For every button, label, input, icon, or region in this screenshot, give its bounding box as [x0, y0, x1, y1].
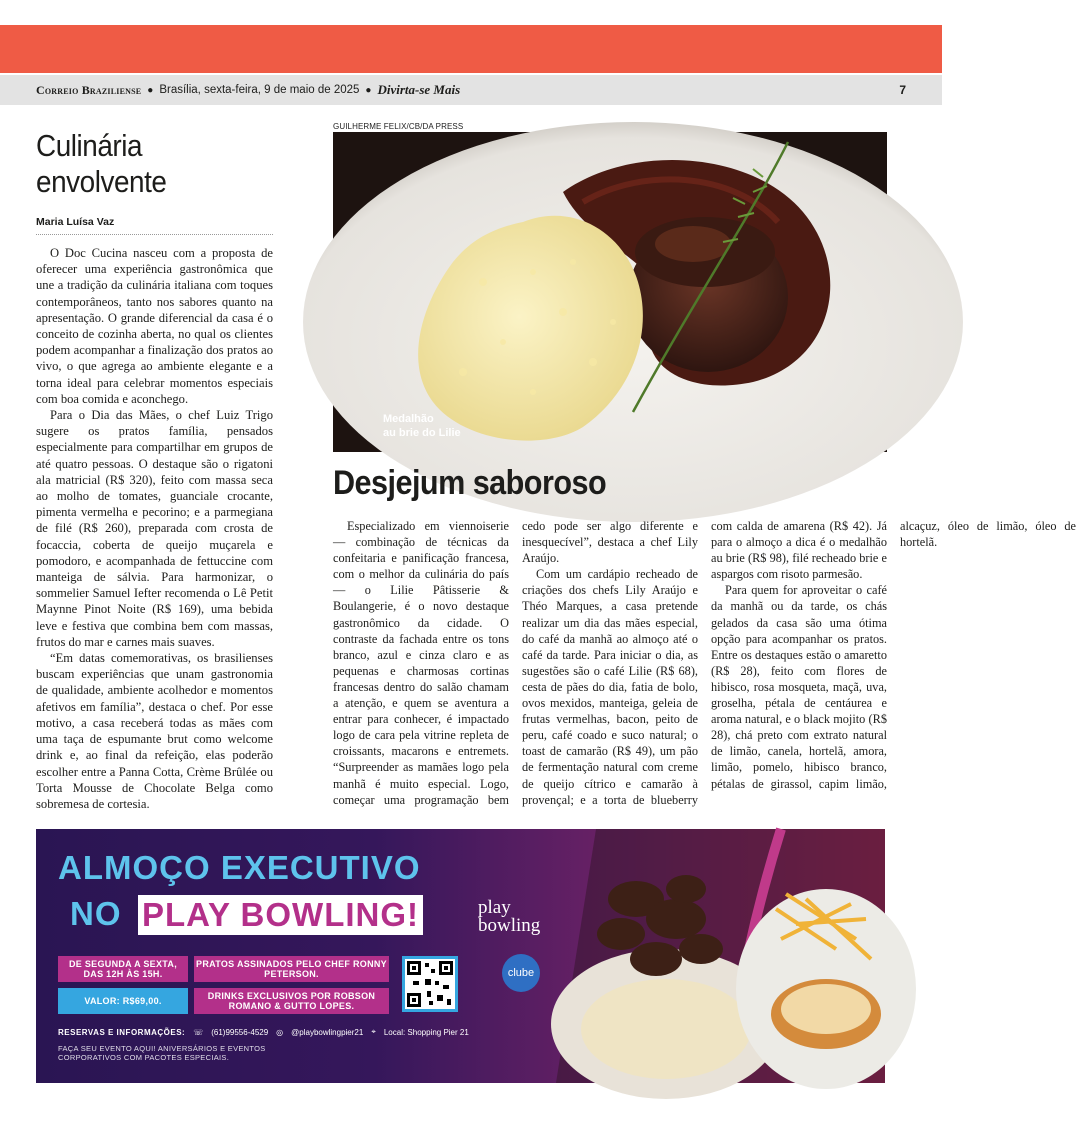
logo-text: play — [478, 897, 511, 918]
instagram-icon: ◎ — [276, 1027, 284, 1037]
photo-caption-line: Medalhão — [383, 413, 434, 425]
ad-info-pill: DE SEGUNDA A SEXTA, DAS 12H ÀS 15H. — [58, 956, 188, 982]
qr-code[interactable] — [402, 956, 458, 1012]
ad-title-highlight: PLAY BOWLING! — [138, 895, 423, 935]
advertisement-play-bowling[interactable] — [36, 829, 885, 1083]
paragraph: “Em datas comemorativas, os brasilienses buscam experiências que unam gastronomia de qualidade, ambiente acolhedor e momentos afetivos em família”, destaca o chef. Por esse motivo, a casa receberá todas as mães com uma taça de espumante brut como welcome drink e, ao final da refeição, elas poderão escolher entre a Panna Cotta, Crème Brûlée ou Torta Mousse de Chocolate Belga como sobremesa de cortesia. — [36, 651, 273, 811]
ad-title: NO — [70, 895, 122, 932]
ad-title: ALMOÇO EXECUTIVO — [58, 849, 421, 886]
play-bowling-logo — [478, 899, 540, 935]
paragraph: Especializado em viennoiserie — combinação de técnicas da confeitaria e panificação francesa, com o melhor da culinária do país — o Lilie Pâtisserie & Boulangerie, é o novo destaque gastronômico da cidade. O contraste da fachada entre os tons branco, azul e cinza claro e as pequenas e charmosas cortinas francesas dentro do salão chamam a atenção, e quem se aventura a entrar para conhecer, é impactado logo de cara pela vitrine repleta de croissants, macarons e entremets. “Surpreender as mamães logo pela manhã é muito especial. Logo, começar uma programação bem cedo pode ser algo diferente e inesquecível”, destaca a chef Lily Araújo. — [333, 519, 698, 807]
phone-number[interactable]: (61)99556-4529 — [211, 1027, 269, 1037]
ad-footer-text: FAÇA SEU EVENTO AQUI! ANIVERSÁRIOS E EVENTOS CORPORATIVOS COM PACOTES ESPECIAIS. — [58, 1044, 266, 1062]
paragraph: Para o Dia das Mães, o chef Luiz Trigo sugere os pratos família, pensados especialmente para compartilhar em grupos de até quatro pessoas. O destaque são o rigatoni ala matricial (R$ 320), feito com massa seca ao molho de tomates, guanciale crocante, pimenta vermelha e pecorino; e a parmegiana de filé (R$ 260), preparada com crosta de focaccia, coberta de queijo muçarela e pomodoro, e acompanhada de fettuccine com manteiga de sálvia. Para harmonizar, o sommelier Samuel Iefter recomenda o Lê Petit Maynne Pinot Noite (R$ 169), uma bebida leve e festiva que combina bem com massas, frutos do mar e carnes mais suaves. — [36, 408, 273, 649]
article-desjejum — [333, 518, 1076, 810]
ad-info-pill: PRATOS ASSINADOS PELO CHEF RONNY PETERSON. — [194, 956, 389, 982]
top-color-bar — [0, 25, 942, 73]
instagram-handle[interactable]: @playbowlingpier21 — [291, 1027, 364, 1037]
article-headline: Desjejum saboroso — [333, 464, 607, 502]
headline-line: Culinária — [36, 128, 143, 163]
page-number: 7 — [899, 83, 906, 97]
photo-credit: GUILHERME FELIX/CB/DA PRESS — [333, 122, 464, 131]
article-headline — [36, 128, 249, 200]
paragraph: Para quem for aproveitar o café da manhã ou da tarde, os chás gelados da casa são uma ótima opção para acompanhar os pratos. Entre os destaques estão o amaretto (R$ 28), feito com flores de hibisco, rosa mosqueta, maçã, uva, groselha, pétala de centáurea e aroma natural, e o black mojito (R$ 28), chá preto com extrato natural de limão, canela, hortelã, amora, limão, pomelo, hibisco branco, pétalas de girassol, capim limão, alcaçuz, óleo de limão, óleo de hortelã. — [711, 519, 1076, 791]
paragraph: O Doc Cucina nasceu com a proposta de oferecer uma experiência gastronômica que une a tradição da culinária italiana com toques contemporâneos, tanto nos sabores quanto na apresentação. O grande diferencial da casa é o conceito de cozinha aberta, no qual os clientes podem acompanhar a finalização dos pratos ao vivo, o que agrega ao ambiente elegante e a torna ideal para celebrar momentos especiais com boa comida e aconchego. — [36, 246, 273, 406]
byline: Maria Luísa Vaz — [36, 216, 273, 235]
location-text: Local: Shopping Pier 21 — [383, 1027, 469, 1037]
ad-contacts — [58, 1027, 469, 1037]
paragraph: Com um cardápio recheado de criações dos chefs Lily Araújo e Théo Marques, a casa pretende realizar um dia das mães especial, do café da manhã ao almoço até o café da tarde. Para iniciar o dia, as sugestões são o café Lilie (R$ 68), cesta de pães do dia, fatia de bolo, ovos mexidos, manteiga, geleia de frutas vermelhas, bacon, peito de peru, café coado e suco natural; o toast de camarão (R$ 49), um pão de fermentação natural com creme de queijo cítrico e camarão à provençal; e a torta de blueberry com calda de amarena (R$ 42). Já para o almoço a dica é o medalhão au brie (R$ 98), filé recheado brie e aspargos com risoto parmesão. — [522, 519, 887, 807]
logo-text: bowling — [478, 915, 541, 936]
photo-caption-line: au brie do Lilie — [383, 427, 461, 439]
newspaper-name: Correio Braziliense — [36, 82, 142, 97]
ad-info-pill: DRINKS EXCLUSIVOS POR ROBSON ROMANO & GUTTO LOPES. — [194, 988, 389, 1014]
section-name: Divirta-se Mais — [377, 82, 461, 97]
article-body — [333, 518, 1076, 810]
phone-icon: ☏ — [193, 1027, 204, 1037]
reservas-label: RESERVAS E INFORMAÇÕES: — [58, 1027, 186, 1037]
qr-code-icon — [405, 959, 455, 1009]
headline-line: envolvente — [36, 164, 167, 199]
dateline: Brasília, sexta-feira, 9 de maio de 2025 — [159, 84, 360, 96]
ad-price-pill: VALOR: R$69,00. — [58, 988, 188, 1014]
page-header — [0, 75, 942, 105]
separator-dot: ● — [365, 84, 372, 96]
food-photo — [333, 132, 887, 452]
article-body — [36, 245, 273, 812]
clube-badge: clube — [502, 954, 540, 992]
separator-dot: ● — [147, 84, 154, 96]
medalhao-illustration — [333, 132, 887, 452]
article-culinaria — [36, 128, 273, 812]
location-icon: ⌖ — [371, 1027, 376, 1036]
